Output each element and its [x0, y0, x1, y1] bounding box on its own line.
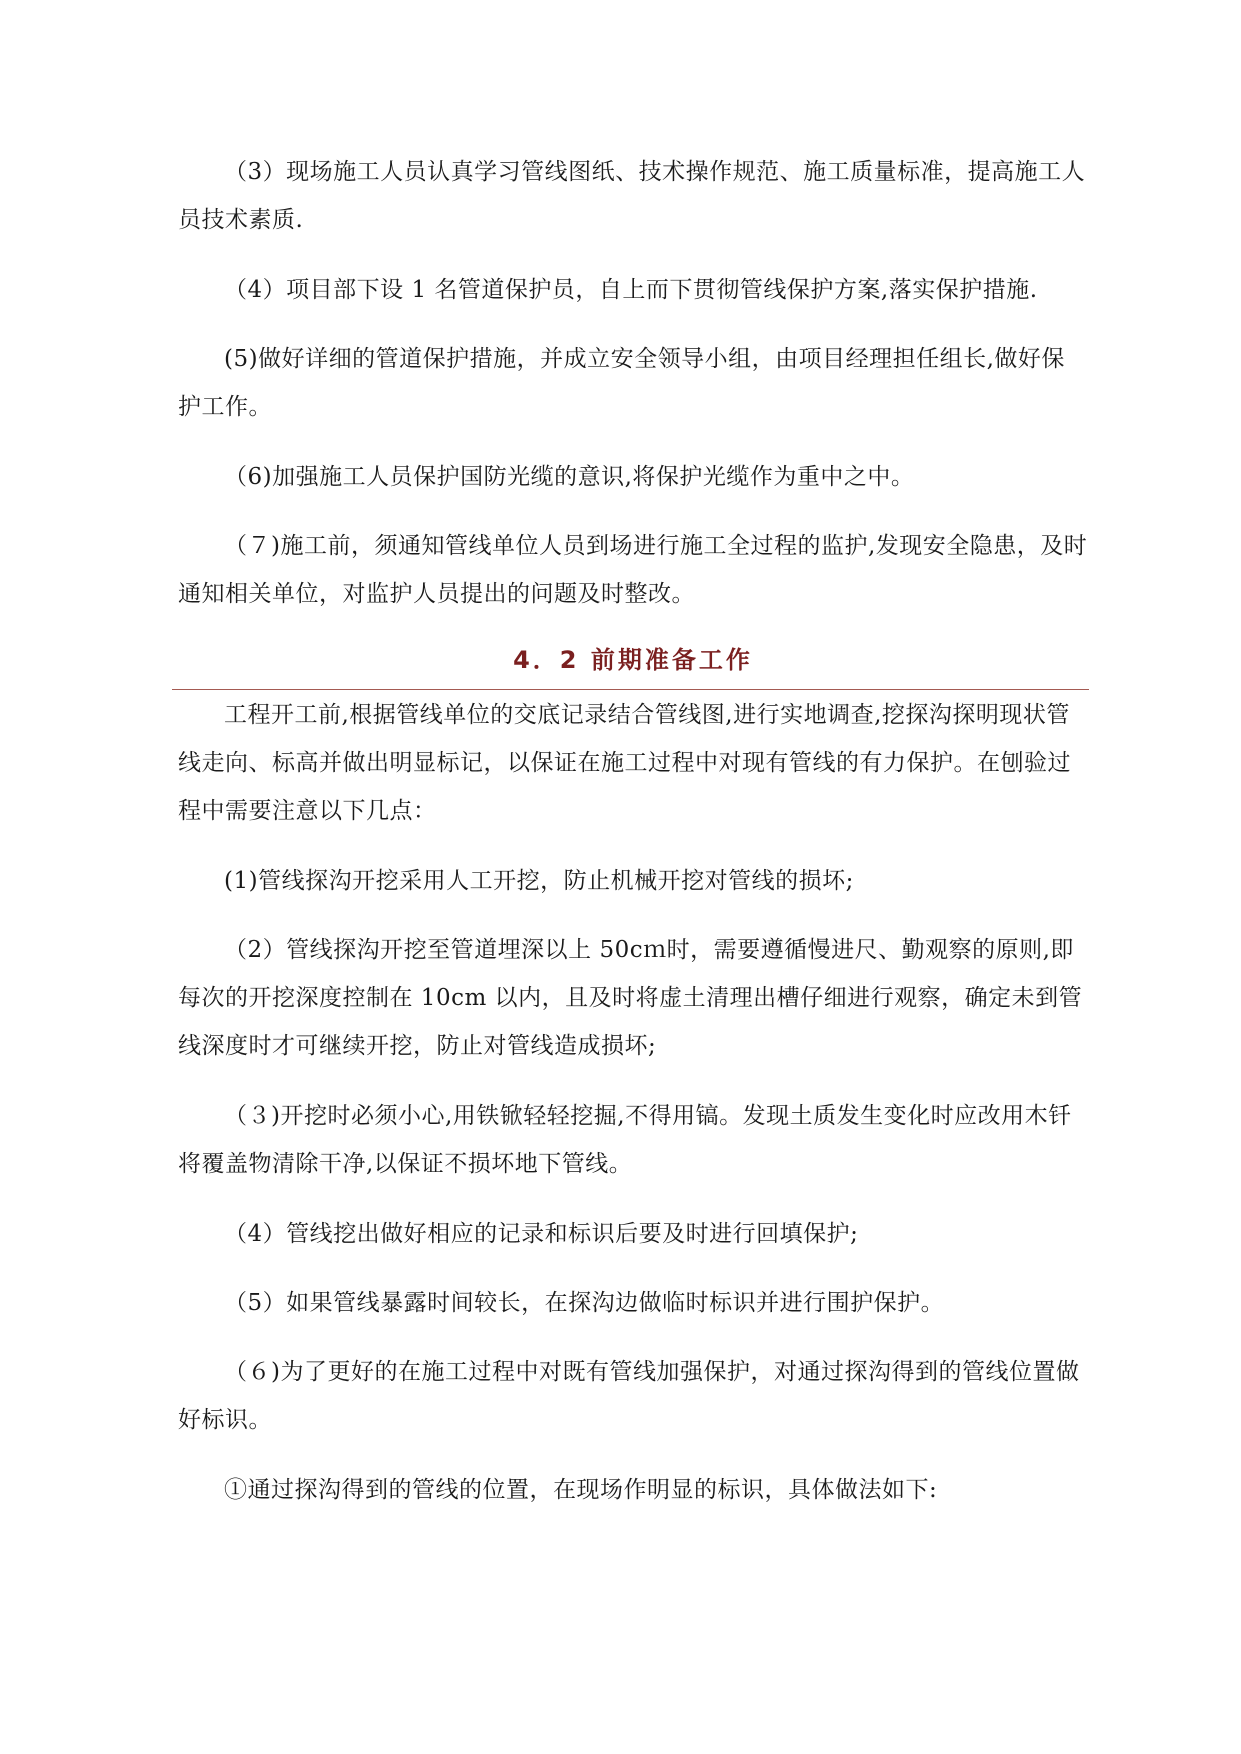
- point-5: （5）如果管线暴露时间较长，在探沟边做临时标识并进行围护保护。: [224, 1290, 945, 1316]
- paragraph-4: （4）项目部下设 1 名管道保护员，自上而下贯彻管线保护方案,落实保护措施.: [224, 277, 1038, 303]
- paragraph-7: （７)施工前，须通知管线单位人员到场进行施工全过程的监护,发现安全隐患，及时通知相关单位，对监护人员提出的问题及时整改。: [178, 533, 1088, 607]
- paragraph-5: (5)做好详细的管道保护措施，并成立安全领导小组，由项目经理担任组长,做好保护工作。: [178, 346, 1065, 420]
- point-2: （2）管线探沟开挖至管道埋深以上 50cｍ时，需要遵循慢进尺、勤观察的原则,即每次的开挖深度控制在 10cm 以内，且及时将虚土清理出槽仔细进行观察，确定未到管线深度时才可继续开挖，防止对管线造成损坏;: [178, 937, 1083, 1059]
- point-6: （６)为了更好的在施工过程中对既有管线加强保护，对通过探沟得到的管线位置做好标识。: [178, 1359, 1080, 1433]
- point-1: (1)管线探沟开挖采用人工开挖，防止机械开挖对管线的损坏;: [224, 868, 854, 894]
- point-4: （4）管线挖出做好相应的记录和标识后要及时进行回填保护;: [224, 1221, 859, 1247]
- paragraph-3: （3）现场施工人员认真学习管线图纸、技术操作规范、施工质量标准，提高施工人员技术素质.: [178, 159, 1086, 233]
- heading-divider: [172, 689, 1089, 690]
- sub-point-1: ①通过探沟得到的管线的位置，在现场作明显的标识，具体做法如下:: [224, 1477, 938, 1503]
- paragraph-6: （6)加强施工人员保护国防光缆的意识,将保护光缆作为重中之中。: [224, 464, 915, 490]
- intro-paragraph: 工程开工前,根据管线单位的交底记录结合管线图,进行实地调查,挖探沟探明现状管线走向、标高并做出明显标记，以保证在施工过程中对现有管线的有力保护。在刨验过程中需要注意以下几点：: [178, 702, 1071, 824]
- point-3: （３)开挖时必须小心,用铁锨轻轻挖掘,不得用镐。发现土质发生变化时应改用木钎将覆盖物清除干净,以保证不损坏地下管线。: [178, 1103, 1072, 1177]
- section-heading: 4．2 前期准备工作: [513, 646, 753, 674]
